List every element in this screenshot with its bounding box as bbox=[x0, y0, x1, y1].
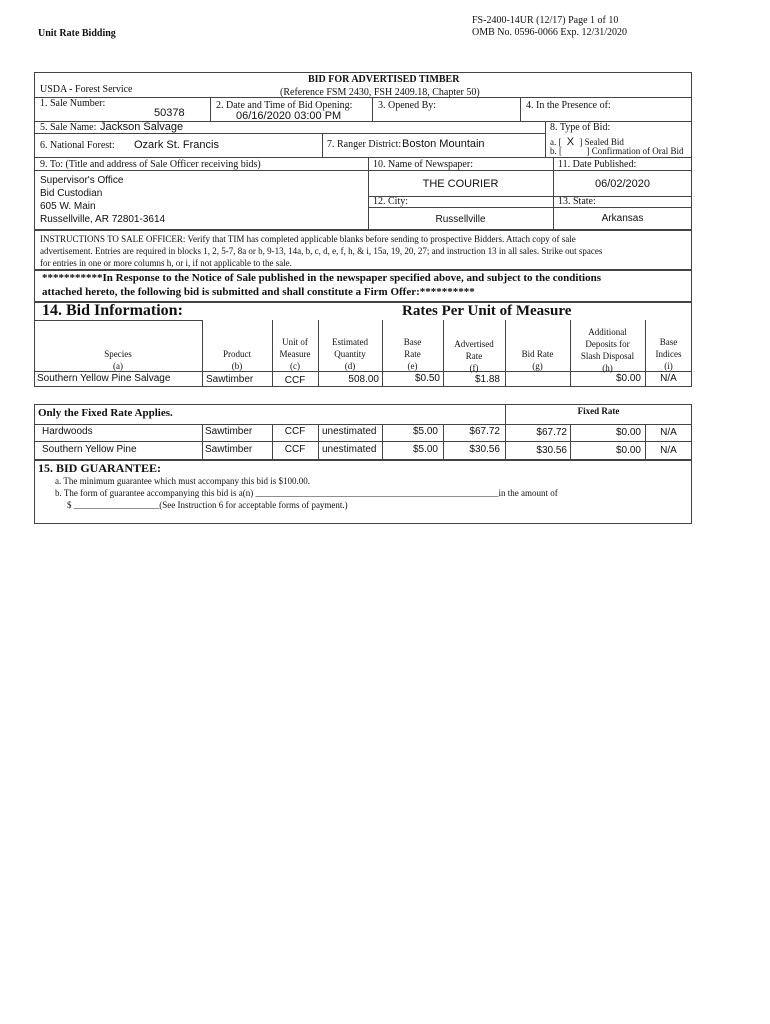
fixed-rate-title: Only the Fixed Rate Applies. bbox=[38, 407, 173, 419]
presence-label: 4. In the Presence of: bbox=[526, 100, 611, 111]
fixed-row-base-rate[interactable]: $5.00 bbox=[412, 444, 438, 455]
fixed-row-species[interactable]: Southern Yellow Pine bbox=[42, 444, 137, 455]
form-title: Unit Rate Bidding bbox=[38, 28, 116, 39]
fixed-rate-label: Fixed Rate bbox=[577, 406, 620, 416]
state-label: 13. State: bbox=[558, 196, 596, 207]
fixed-row-species[interactable]: Hardwoods bbox=[42, 426, 93, 437]
bid-row-base-indices[interactable]: N/A bbox=[660, 373, 677, 384]
instructions-line1: INSTRUCTIONS TO SALE OFFICER: Verify that TIM has completed applicable blanks before sending to prospective Bidders. Attach copy of sale bbox=[40, 234, 576, 244]
fixed-row-base-indices[interactable]: N/A bbox=[660, 445, 677, 456]
national-forest-label: 6. National Forest: bbox=[40, 140, 115, 151]
reference-text: (Reference FSM 2430, FSH 2409.18, Chapter 50) bbox=[280, 87, 480, 98]
bid-row-unit[interactable]: CCF bbox=[284, 375, 306, 386]
bid-row-species[interactable]: Southern Yellow Pine Salvage bbox=[37, 373, 171, 384]
sale-officer-line2[interactable]: Bid Custodian bbox=[40, 188, 103, 199]
bid-opening-field[interactable]: 06/16/2020 03:00 PM bbox=[236, 110, 342, 122]
fixed-row-product[interactable]: Sawtimber bbox=[205, 444, 253, 455]
state-field[interactable]: Arkansas bbox=[601, 213, 644, 224]
instructions-line3: for entries in one or more columns h, or i, if not applicable to the sale. bbox=[40, 258, 292, 268]
fixed-row-advertised-rate[interactable]: $30.56 bbox=[469, 444, 500, 455]
sale-name-field[interactable]: Jackson Salvage bbox=[100, 121, 184, 133]
col-quantity-header: Estimated Quantity (d) bbox=[332, 337, 368, 371]
ranger-district-field[interactable]: Boston Mountain bbox=[402, 138, 485, 150]
city-label: 12. City: bbox=[373, 196, 409, 207]
col-species-header: Species (a) bbox=[104, 349, 132, 371]
sealed-bid-prefix: a. [ bbox=[550, 137, 562, 147]
firm-offer-line1: ***********In Response to the Notice of Sale published in the newspaper specified above, and subject to the conditions bbox=[42, 272, 602, 284]
fixed-row-quantity[interactable]: unestimated bbox=[322, 444, 377, 455]
col-product-header: Product (b) bbox=[223, 349, 251, 371]
oral-bid-option[interactable] bbox=[550, 146, 683, 156]
fixed-row-fixed-rate[interactable]: $67.72 bbox=[536, 427, 567, 438]
col-slash-disposal-header: Additional Deposits for Slash Disposal (h) bbox=[580, 327, 635, 373]
bid-row-product[interactable]: Sawtimber bbox=[206, 374, 254, 385]
sealed-bid-label: ] Sealed Bid bbox=[579, 137, 624, 147]
fixed-row-product[interactable]: Sawtimber bbox=[205, 426, 253, 437]
bid-row-base-rate[interactable]: $0.50 bbox=[414, 373, 440, 384]
fixed-row-quantity[interactable]: unestimated bbox=[322, 426, 377, 437]
agency-label: USDA - Forest Service bbox=[40, 84, 133, 95]
omb-number: OMB No. 0596-0066 Exp. 12/31/2020 bbox=[472, 27, 627, 38]
guarantee-form-field[interactable]: b. The form of guarantee accompanying this bid is a(n) ______________________________________________________in the amount of bbox=[55, 488, 558, 498]
sale-name-label: 5. Sale Name: bbox=[40, 122, 97, 133]
fixed-row-unit[interactable]: CCF bbox=[284, 444, 306, 455]
sale-officer-label: 9. To: (Title and address of Sale Officer receiving bids) bbox=[40, 159, 261, 170]
bid-title: BID FOR ADVERTISED TIMBER bbox=[308, 74, 460, 85]
national-forest-field[interactable]: Ozark St. Francis bbox=[134, 139, 219, 151]
col-bid-rate-header: Bid Rate (g) bbox=[521, 349, 554, 371]
sale-officer-line1[interactable]: Supervisor's Office bbox=[40, 175, 124, 186]
col-base-rate-header: Base Rate (e) bbox=[403, 337, 422, 371]
fixed-row-base-indices[interactable]: N/A bbox=[660, 427, 677, 438]
bid-information-title: 14. Bid Information: bbox=[42, 302, 183, 319]
bid-row-advertised-rate[interactable]: $1.88 bbox=[474, 374, 500, 385]
sale-officer-line4[interactable]: Russellville, AR 72801-3614 bbox=[40, 214, 166, 225]
guarantee-amount-field[interactable]: $ ___________________(See Instruction 6 for acceptable forms of payment.) bbox=[67, 500, 348, 510]
fixed-row-fixed-rate[interactable]: $30.56 bbox=[536, 445, 567, 456]
rates-per-unit-title: Rates Per Unit of Measure bbox=[402, 303, 572, 319]
guarantee-minimum: a. The minimum guarantee which must accompany this bid is $100.00. bbox=[55, 476, 311, 486]
col-base-indices-header: Base Indices (i) bbox=[655, 337, 682, 371]
fixed-row-slash-disposal[interactable]: $0.00 bbox=[615, 445, 641, 456]
form-number: FS-2400-14UR (12/17) Page 1 of 10 bbox=[472, 15, 619, 26]
sale-number-label: 1. Sale Number: bbox=[40, 98, 106, 109]
opened-by-label: 3. Opened By: bbox=[378, 100, 437, 111]
date-published-field[interactable]: 06/02/2020 bbox=[594, 178, 651, 190]
bid-type-label: 8. Type of Bid: bbox=[550, 122, 611, 133]
newspaper-field[interactable]: THE COURIER bbox=[422, 178, 499, 190]
sale-number-field[interactable]: 50378 bbox=[154, 107, 185, 119]
col-unit-header: Unit of Measure (c) bbox=[279, 337, 311, 371]
bid-row-slash-disposal[interactable]: $0.00 bbox=[615, 373, 641, 384]
bid-row-quantity[interactable]: 508.00 bbox=[348, 374, 379, 385]
fixed-row-advertised-rate[interactable]: $67.72 bbox=[469, 426, 500, 437]
firm-offer-line2: attached hereto, the following bid is submitted and shall constitute a Firm Offer:********** bbox=[42, 286, 475, 298]
sealed-bid-checkbox[interactable]: X bbox=[566, 136, 575, 148]
city-field[interactable]: Russellville bbox=[435, 214, 486, 225]
col-advertised-rate-header: Advertised Rate (f) bbox=[454, 339, 494, 373]
fixed-row-unit[interactable]: CCF bbox=[284, 426, 306, 437]
newspaper-label: 10. Name of Newspaper: bbox=[373, 159, 473, 170]
oral-bid-label: ] Confirmation of Oral Bid bbox=[586, 146, 684, 156]
bid-opening-label: 2. Date and Time of Bid Opening: bbox=[216, 100, 353, 111]
ranger-district-label: 7. Ranger District: bbox=[327, 139, 402, 150]
oral-bid-prefix: b. [ bbox=[550, 146, 562, 156]
fixed-row-base-rate[interactable]: $5.00 bbox=[412, 426, 438, 437]
sale-officer-line3[interactable]: 605 W. Main bbox=[40, 201, 96, 212]
date-published-label: 11. Date Published: bbox=[558, 159, 637, 170]
bid-guarantee-title: 15. BID GUARANTEE: bbox=[38, 461, 162, 475]
instructions-line2: advertisement. Entries are required in blocks 1, 2, 5-7, 8a or b, 9-13, 14a, b, c, d, e, f, h, & i, 15a, 19, 20, 27; and instruction 13 in all sales. Strike out spaces bbox=[40, 246, 603, 256]
fixed-row-slash-disposal[interactable]: $0.00 bbox=[615, 427, 641, 438]
